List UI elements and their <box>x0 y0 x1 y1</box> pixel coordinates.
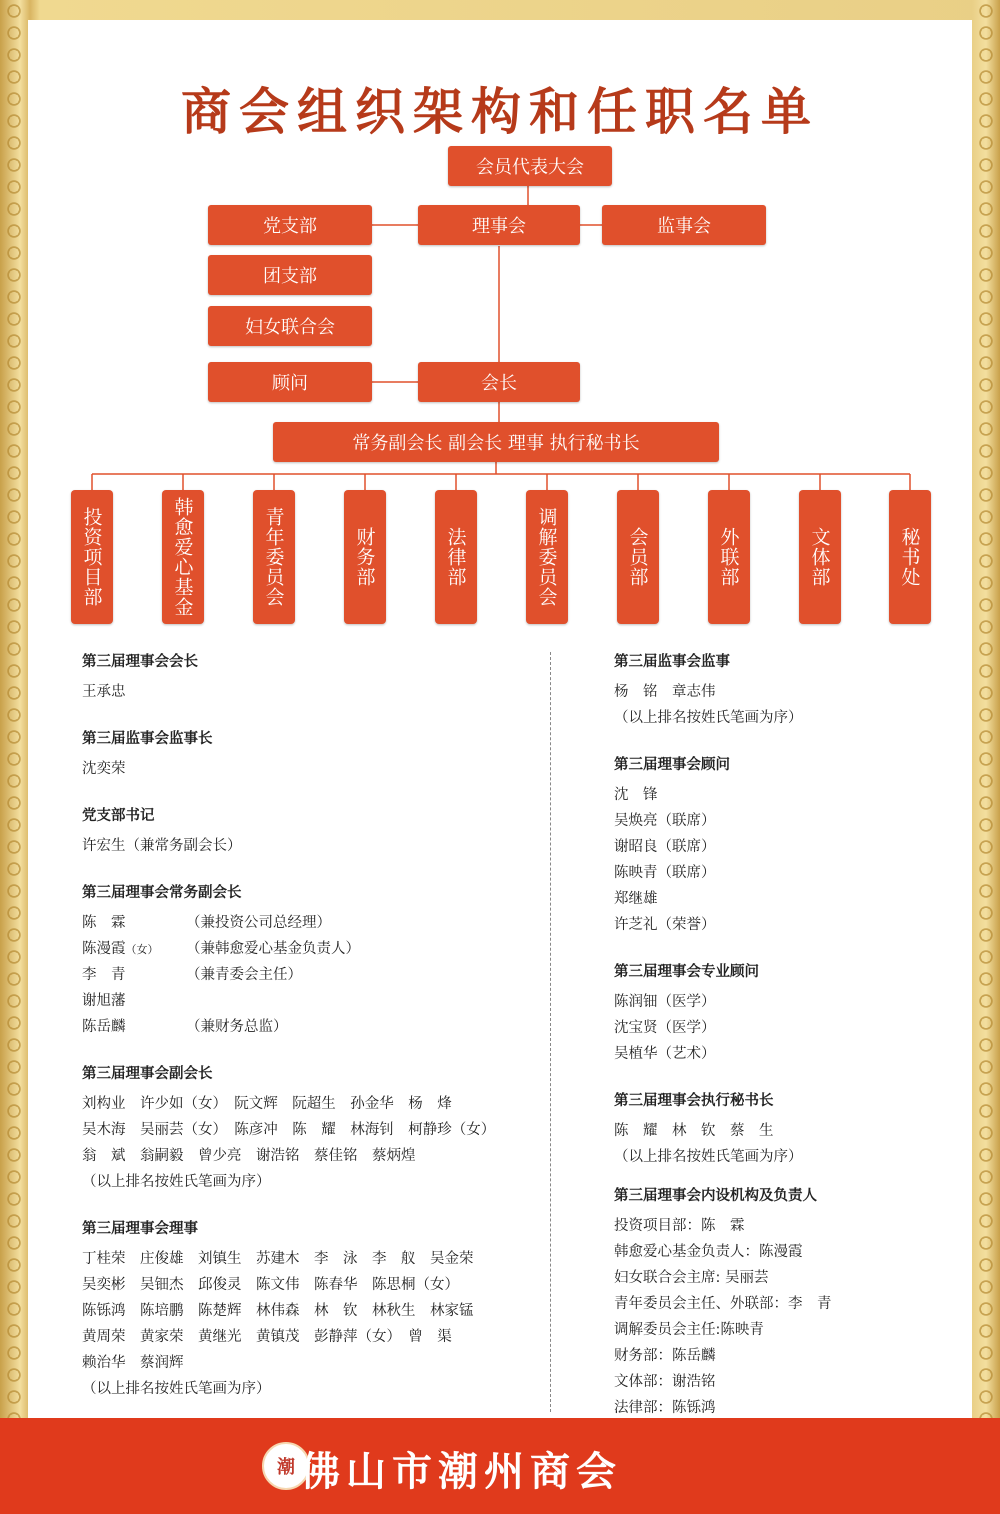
right-column <box>614 650 964 1447</box>
exec-vp-name: 陈岳麟 <box>82 1019 126 1035</box>
vp-row: 翁 斌 翁嗣毅 曾少亮 谢浩铭 蔡佳铭 蔡炳煌 <box>82 1148 416 1164</box>
dept-culture-sports: 文体部 <box>799 490 841 624</box>
exec-vp-name: 陈 霖 <box>82 915 126 931</box>
footer-chamber-name: 佛山市潮州商会 <box>300 1449 622 1495</box>
box-women: 妇女联合会 <box>208 306 372 346</box>
org-item: 妇女联合会主席: 吴丽芸 <box>614 1270 769 1286</box>
order-note: （以上排名按姓氏笔画为序） <box>614 1149 803 1165</box>
section-title: 第三届理事会顾问 <box>614 757 730 773</box>
exec-vp-name-text: 陈漫霞 <box>82 941 126 957</box>
order-note: （以上排名按姓氏笔画为序） <box>82 1381 271 1397</box>
vp-row: 刘构业 许少如（女） 阮文辉 阮超生 孙金华 杨 烽 <box>82 1096 452 1112</box>
box-advisor: 顾问 <box>208 362 372 402</box>
exec-vp-row <box>82 936 542 962</box>
name-line: 沈奕荣 <box>82 761 126 777</box>
name-line: 杨 铭 章志伟 <box>614 684 716 700</box>
exec-vp-name: 谢旭藩 <box>82 993 126 1009</box>
box-council: 理事会 <box>418 205 580 245</box>
exec-vp-note: （兼投资公司总经理） <box>186 915 331 931</box>
pro-advisor-line: 吴植华（艺术） <box>614 1046 716 1062</box>
left-column <box>82 650 542 1402</box>
exec-vp-note: （兼青委会主任） <box>186 967 302 983</box>
dept-members: 会员部 <box>617 490 659 624</box>
org-item: 财务部：陈岳麟 <box>614 1348 716 1364</box>
name-line: 陈 耀 林 钦 蔡 生 <box>614 1123 774 1139</box>
director-row: 丁桂荣 庄俊雄 刘镇生 苏建木 李 泳 李 舣 吴金荣 <box>82 1251 474 1267</box>
advisor-line: 吴焕亮（联席） <box>614 813 716 829</box>
dept-investment: 投资项目部 <box>71 490 113 624</box>
box-president: 会长 <box>418 362 580 402</box>
exec-vp-row <box>82 988 542 1014</box>
section-title: 党支部书记 <box>82 808 155 824</box>
section-title: 第三届理事会理事 <box>82 1221 198 1237</box>
box-youth-league: 团支部 <box>208 255 372 295</box>
advisor-line: 谢昭良（联席） <box>614 839 716 855</box>
exec-vp-row <box>82 962 542 988</box>
dept-hanyu-fund: 韩愈爱心基金 <box>162 490 204 624</box>
org-item: 调解委员会主任:陈映青 <box>614 1322 764 1338</box>
vp-row: 吴木海 吴丽芸（女） 陈彦冲 陈 耀 林海钊 柯静珍（女） <box>82 1122 496 1138</box>
dept-legal: 法律部 <box>435 490 477 624</box>
exec-vp-note: （兼财务总监） <box>186 1019 288 1035</box>
section-title: 第三届理事会执行秘书长 <box>614 1093 774 1109</box>
advisor-line: 陈映青（联席） <box>614 865 716 881</box>
name-line: 王承忠 <box>82 684 126 700</box>
org-item: 法律部：陈铄鸿 <box>614 1400 716 1416</box>
exec-vp-name <box>82 936 186 963</box>
column-divider <box>550 652 551 1412</box>
exec-vp-note: （兼韩愈爱心基金负责人） <box>186 941 360 957</box>
section-title: 第三届理事会副会长 <box>82 1066 213 1082</box>
exec-vp-row <box>82 910 542 936</box>
advisor-line: 郑继雄 <box>614 891 658 907</box>
dept-secretariat: 秘书处 <box>889 490 931 624</box>
advisor-line: 许芝礼（荣誉） <box>614 917 716 933</box>
org-item: 文体部：谢浩铭 <box>614 1374 716 1390</box>
section-title: 第三届理事会内设机构及负责人 <box>614 1188 817 1204</box>
section-title: 第三届理事会常务副会长 <box>82 885 242 901</box>
director-row: 黄周荣 黄家荣 黄继光 黄镇茂 彭静萍（女） 曾 渠 <box>82 1329 452 1345</box>
box-vice-presidents: 常务副会长 副会长 理事 执行秘书长 <box>273 422 719 462</box>
section-title: 第三届理事会专业顾问 <box>614 964 759 980</box>
section-title: 第三届监事会监事长 <box>82 731 213 747</box>
director-row: 陈铄鸿 陈培鹏 陈楚辉 林伟森 林 钦 林秋生 林家锰 <box>82 1303 474 1319</box>
pro-advisor-line: 沈宝贤（医学） <box>614 1020 716 1036</box>
dept-finance: 财务部 <box>344 490 386 624</box>
exec-vp-name: 李 青 <box>82 967 126 983</box>
order-note: （以上排名按姓氏笔画为序） <box>82 1174 271 1190</box>
dept-youth-committee: 青年委员会 <box>253 490 295 624</box>
box-party: 党支部 <box>208 205 372 245</box>
female-mark: （女） <box>125 943 159 956</box>
box-assembly: 会员代表大会 <box>448 146 612 186</box>
director-row: 赖治华 蔡润辉 <box>82 1355 184 1371</box>
org-item: 青年委员会主任、外联部：李 青 <box>614 1296 832 1312</box>
order-note: （以上排名按姓氏笔画为序） <box>614 710 803 726</box>
section-title: 第三届理事会会长 <box>82 654 198 670</box>
advisor-line: 沈 锋 <box>614 787 658 803</box>
exec-vp-row <box>82 1014 542 1040</box>
org-connector-lines <box>0 0 1000 640</box>
section-title: 第三届监事会监事 <box>614 654 730 670</box>
logo-char: 潮 <box>277 1457 295 1478</box>
page-title: 商会组织架构和任职名单 <box>181 83 819 141</box>
name-line: 许宏生（兼常务副会长） <box>82 838 242 854</box>
director-row: 吴奕彬 吴钿杰 邱俊灵 陈文伟 陈春华 陈思桐（女） <box>82 1277 459 1293</box>
box-supervisors: 监事会 <box>602 205 766 245</box>
dept-liaison: 外联部 <box>708 490 750 624</box>
org-item: 韩愈爱心基金负责人：陈漫霞 <box>614 1244 803 1260</box>
org-item: 投资项目部：陈 霖 <box>614 1218 745 1234</box>
pro-advisor-line: 陈润钿（医学） <box>614 994 716 1010</box>
dept-mediation: 调解委员会 <box>526 490 568 624</box>
